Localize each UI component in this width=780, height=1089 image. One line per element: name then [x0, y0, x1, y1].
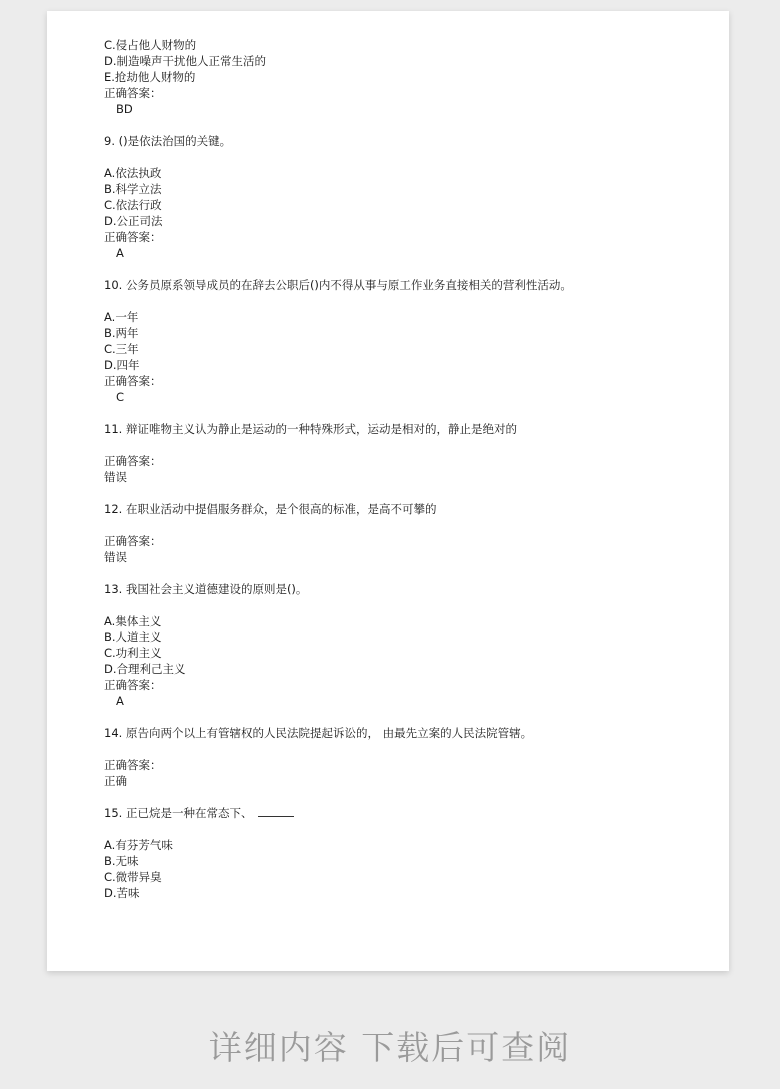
- option-line: A.集体主义: [104, 614, 162, 628]
- option-line: D.四年: [104, 358, 140, 372]
- option-line: B.人道主义: [104, 630, 162, 644]
- option-line: D.公正司法: [104, 214, 163, 228]
- question-stem: 14. 原告向两个以上有管辖权的人民法院提起诉讼的， 由最先立案的人民法院管辖。: [104, 726, 533, 740]
- option-line: B.无味: [104, 854, 139, 868]
- option-line: E.抢劫他人财物的: [104, 70, 196, 84]
- answer-value: 错误: [104, 470, 127, 484]
- answer-value: A: [116, 246, 124, 260]
- answer-value: 错误: [104, 550, 127, 564]
- question-stem: 12. 在职业活动中提倡服务群众，是个很高的标准，是高不可攀的: [104, 502, 437, 516]
- option-line: C.微带异臭: [104, 870, 162, 884]
- answer-label: 正确答案：: [104, 534, 162, 548]
- footer-download-hint: 详细内容 下载后可查阅: [208, 1028, 572, 1067]
- answer-value: A: [116, 694, 124, 708]
- question-stem-text: 15. 正已烷是一种在常态下、: [104, 806, 253, 820]
- question-stem: 9. ()是依法治国的关键。: [104, 134, 232, 148]
- option-line: A.依法执政: [104, 166, 162, 180]
- answer-label: 正确答案：: [104, 86, 162, 100]
- question-stem: 13. 我国社会主义道德建设的原则是()。: [104, 582, 308, 596]
- answer-label: 正确答案：: [104, 678, 162, 692]
- option-line: A.有芬芳气味: [104, 838, 173, 852]
- question-stem: 10. 公务员原系领导成员的在辞去公职后()内不得从事与原工作业务直接相关的营利性活动。: [104, 278, 572, 292]
- option-line: A.一年: [104, 310, 139, 324]
- answer-value: 正确: [104, 774, 127, 788]
- fill-blank: [258, 806, 294, 817]
- document-content: [104, 37, 704, 901]
- answer-value: BD: [116, 102, 133, 116]
- answer-value: C: [116, 390, 125, 404]
- answer-label: 正确答案：: [104, 374, 162, 388]
- option-line: C.侵占他人财物的: [104, 38, 197, 52]
- answer-label: 正确答案：: [104, 758, 162, 772]
- option-line: B.两年: [104, 326, 139, 340]
- option-line: D.合理利己主义: [104, 662, 186, 676]
- option-line: C.依法行政: [104, 198, 162, 212]
- option-line: D.苦味: [104, 886, 140, 900]
- option-line: D.制造噪声干扰他人正常生活的: [104, 54, 267, 68]
- question-stem: [104, 805, 704, 821]
- option-line: C.功利主义: [104, 646, 162, 660]
- option-line: B.科学立法: [104, 182, 162, 196]
- document-page: [47, 11, 729, 971]
- question-stem: 11. 辩证唯物主义认为静止是运动的一种特殊形式，运动是相对的，静止是绝对的: [104, 422, 517, 436]
- answer-label: 正确答案：: [104, 454, 162, 468]
- option-line: C.三年: [104, 342, 139, 356]
- answer-label: 正确答案：: [104, 230, 162, 244]
